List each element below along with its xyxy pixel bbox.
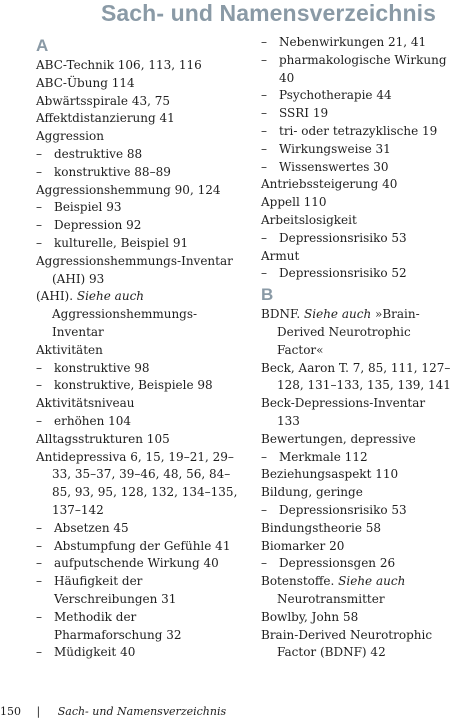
index-entry — [261, 573, 451, 609]
index-column-left — [36, 34, 241, 662]
index-entry — [36, 449, 241, 520]
subentry-dash: – — [36, 574, 42, 589]
entry-text: ABC-Übung 114 — [36, 75, 135, 90]
entry-text: konstruktive 98 — [54, 360, 150, 375]
entry-text: Abwärtsspirale 43, 75 — [36, 93, 170, 108]
cross-reference-target: Neurotransmitter — [277, 591, 385, 606]
index-column-right — [261, 34, 451, 662]
subentry-dash: – — [36, 609, 42, 624]
entry-text: Botenstoffe. — [261, 574, 339, 589]
subentry-dash: – — [36, 645, 42, 660]
entry-text: Aggressionshemmung 90, 124 — [36, 182, 221, 197]
entry-text: Aktivitäten — [36, 342, 103, 357]
index-subentry — [36, 146, 241, 164]
index-entry — [261, 431, 451, 449]
entry-text: ABC-Technik 106, 113, 116 — [36, 58, 202, 72]
entry-text: Bewertungen, depressive — [261, 431, 416, 446]
index-subentry — [36, 217, 241, 235]
entry-text: pharmakologische Wirkung 40 — [279, 52, 447, 85]
entry-text: Aggressionshemmungs-Inventar (AHI) 93 — [36, 253, 233, 286]
entry-text: Nebenwirkungen 21, 41 — [279, 35, 427, 49]
index-subentry — [261, 123, 451, 141]
index-subentry — [36, 609, 241, 645]
index-subentry — [261, 52, 451, 88]
entry-text: Armut — [261, 248, 300, 263]
index-entry — [261, 538, 451, 556]
index-subentry — [36, 377, 241, 395]
entry-text: Beispiel 93 — [54, 200, 122, 215]
cross-reference-label: Siehe auch — [76, 289, 145, 304]
entry-text: Alltagsstrukturen 105 — [36, 431, 170, 446]
index-subentry — [261, 159, 451, 177]
entry-text: Häufigkeit der Verschreibungen 31 — [54, 574, 177, 606]
entry-text: Depressionsrisiko 52 — [279, 266, 407, 281]
index-subentry — [36, 520, 241, 538]
entry-text: Aktivitätsniveau — [36, 396, 135, 411]
entry-text: Psychotherapie 44 — [279, 88, 392, 103]
subentry-dash: – — [36, 164, 42, 179]
subentry-dash: – — [261, 159, 267, 174]
entry-text: Depressionsrisiko 53 — [279, 230, 407, 245]
index-entry — [36, 57, 241, 75]
entry-text: konstruktive, Beispiele 98 — [54, 378, 213, 393]
index-subentry — [36, 644, 241, 662]
index-subentry — [261, 555, 451, 573]
subentry-dash: – — [36, 538, 42, 553]
subentry-dash: – — [261, 230, 267, 245]
entry-text: Methodik der Pharmaforschung 32 — [54, 609, 182, 642]
subentry-dash: – — [261, 52, 267, 67]
index-entry — [261, 306, 451, 359]
index-entry — [261, 484, 451, 502]
index-entry — [261, 360, 451, 396]
entry-text: Bindungstheorie 58 — [261, 520, 381, 535]
cross-reference-target: »Brain-Derived Neurotrophic Factor« — [277, 307, 420, 357]
subentry-dash: – — [36, 360, 42, 375]
index-subentry — [261, 502, 451, 520]
index-subentry — [36, 235, 241, 253]
entry-text: destruktive 88 — [54, 146, 143, 161]
index-entry — [36, 342, 241, 360]
entry-text: SSRI 19 — [279, 106, 329, 121]
cross-reference-label: Siehe auch — [338, 574, 406, 589]
index-subentry — [36, 573, 241, 609]
index-entry — [36, 75, 241, 93]
subentry-dash: – — [36, 146, 42, 161]
entry-text: tri- oder tetrazyklische 19 — [279, 123, 438, 138]
subentry-dash: – — [36, 413, 42, 428]
entry-text: Wissenswertes 30 — [279, 159, 389, 174]
index-entry — [36, 395, 241, 413]
entry-text: Beziehungsaspekt 110 — [261, 467, 399, 482]
entry-text: Merkmale 112 — [279, 449, 368, 464]
index-entry — [36, 182, 241, 200]
index-subentry — [261, 449, 451, 467]
page-title: Sach- und Namensverzeichnis — [100, 0, 436, 26]
index-entry — [36, 93, 241, 111]
page-footer — [0, 705, 226, 718]
subentry-dash: – — [261, 106, 267, 121]
index-entry — [261, 176, 451, 194]
entry-text: Beck-Depressions-Inventar 133 — [261, 396, 426, 428]
entry-text: aufputschende Wirkung 40 — [54, 556, 219, 571]
index-subentry — [36, 360, 241, 378]
entry-text: kulturelle, Beispiel 91 — [54, 235, 189, 250]
entry-text: Aggression — [36, 129, 104, 144]
subentry-dash: – — [261, 266, 267, 281]
section-letter: B — [261, 285, 274, 305]
index-entry — [36, 253, 241, 289]
index-entry — [261, 212, 451, 230]
index-entry — [261, 627, 451, 663]
entry-text: Depression 92 — [54, 218, 142, 233]
index-subentry — [261, 265, 451, 283]
page-number: 150 — [0, 705, 21, 718]
index-subentry — [36, 199, 241, 217]
entry-text: konstruktive 88–89 — [54, 164, 171, 179]
entry-text: Antriebssteigerung 40 — [261, 177, 398, 192]
entry-text: Depressionsrisiko 53 — [279, 502, 407, 517]
footer-separator: | — [36, 705, 41, 718]
index-entry — [261, 520, 451, 538]
entry-text: Abstumpfung der Gefühle 41 — [54, 538, 231, 553]
entry-text: Biomarker 20 — [261, 538, 345, 553]
entry-text: Brain-Derived Neurotrophic Factor (BDNF) 42 — [261, 627, 433, 660]
index-entry — [261, 194, 451, 212]
entry-text: Wirkungsweise 31 — [279, 141, 391, 156]
subentry-dash: – — [36, 520, 42, 535]
cross-reference-label: Siehe auch — [304, 307, 372, 322]
subentry-dash: – — [261, 88, 267, 103]
entry-text: Beck, Aaron T. 7, 85, 111, 127–128, 131–133, 135, 139, 141 — [261, 360, 451, 393]
entry-text: erhöhen 104 — [54, 413, 132, 428]
entry-text: Antidepressiva 6, 15, 19–21, 29–33, 35–37, 39–46, 48, 56, 84–85, 93, 95, 128, 132, 134–135, 137–142 — [36, 449, 238, 517]
entry-text: Depressionsgen 26 — [279, 556, 396, 571]
entry-text: Müdigkeit 40 — [54, 645, 136, 660]
index-subentry — [261, 230, 451, 248]
index-entry — [261, 609, 451, 627]
subentry-dash: – — [261, 123, 267, 138]
subentry-dash: – — [261, 502, 267, 517]
subentry-dash: – — [36, 200, 42, 215]
index-subentry — [36, 413, 241, 431]
footer-title: Sach- und Namensverzeichnis — [57, 705, 227, 718]
index-subentry — [261, 34, 451, 52]
index-subentry — [261, 105, 451, 123]
cross-reference-target: Aggressionshemmungs-Inventar — [52, 307, 198, 339]
entry-text: Bildung, geringe — [261, 485, 363, 500]
index-entry — [261, 395, 451, 431]
section-letter: A — [36, 36, 49, 55]
index-subentry — [36, 164, 241, 182]
index-entry — [261, 466, 451, 484]
subentry-dash: – — [261, 556, 267, 571]
index-subentry — [261, 141, 451, 159]
subentry-dash: – — [36, 235, 42, 250]
subentry-dash: – — [36, 378, 42, 393]
subentry-dash: – — [36, 218, 42, 233]
index-entry — [36, 431, 241, 449]
index-subentry — [36, 538, 241, 556]
entry-text: Appell 110 — [261, 195, 327, 210]
index-entry — [36, 288, 241, 341]
index-entry — [36, 110, 241, 128]
subentry-dash: – — [261, 449, 267, 464]
entry-text: Affektdistanzierung 41 — [36, 111, 175, 126]
index-subentry — [36, 555, 241, 573]
entry-text: Arbeitslosigkeit — [261, 212, 357, 227]
index-subentry — [261, 87, 451, 105]
entry-text: (AHI). — [36, 289, 77, 304]
subentry-dash: – — [36, 556, 42, 571]
entry-text: BDNF. — [261, 307, 305, 322]
entry-text: Bowlby, John 58 — [261, 609, 359, 624]
index-entry — [36, 128, 241, 146]
index-entry — [261, 248, 451, 266]
entry-text: Absetzen 45 — [54, 520, 129, 535]
subentry-dash: – — [261, 35, 267, 49]
subentry-dash: – — [261, 141, 267, 156]
